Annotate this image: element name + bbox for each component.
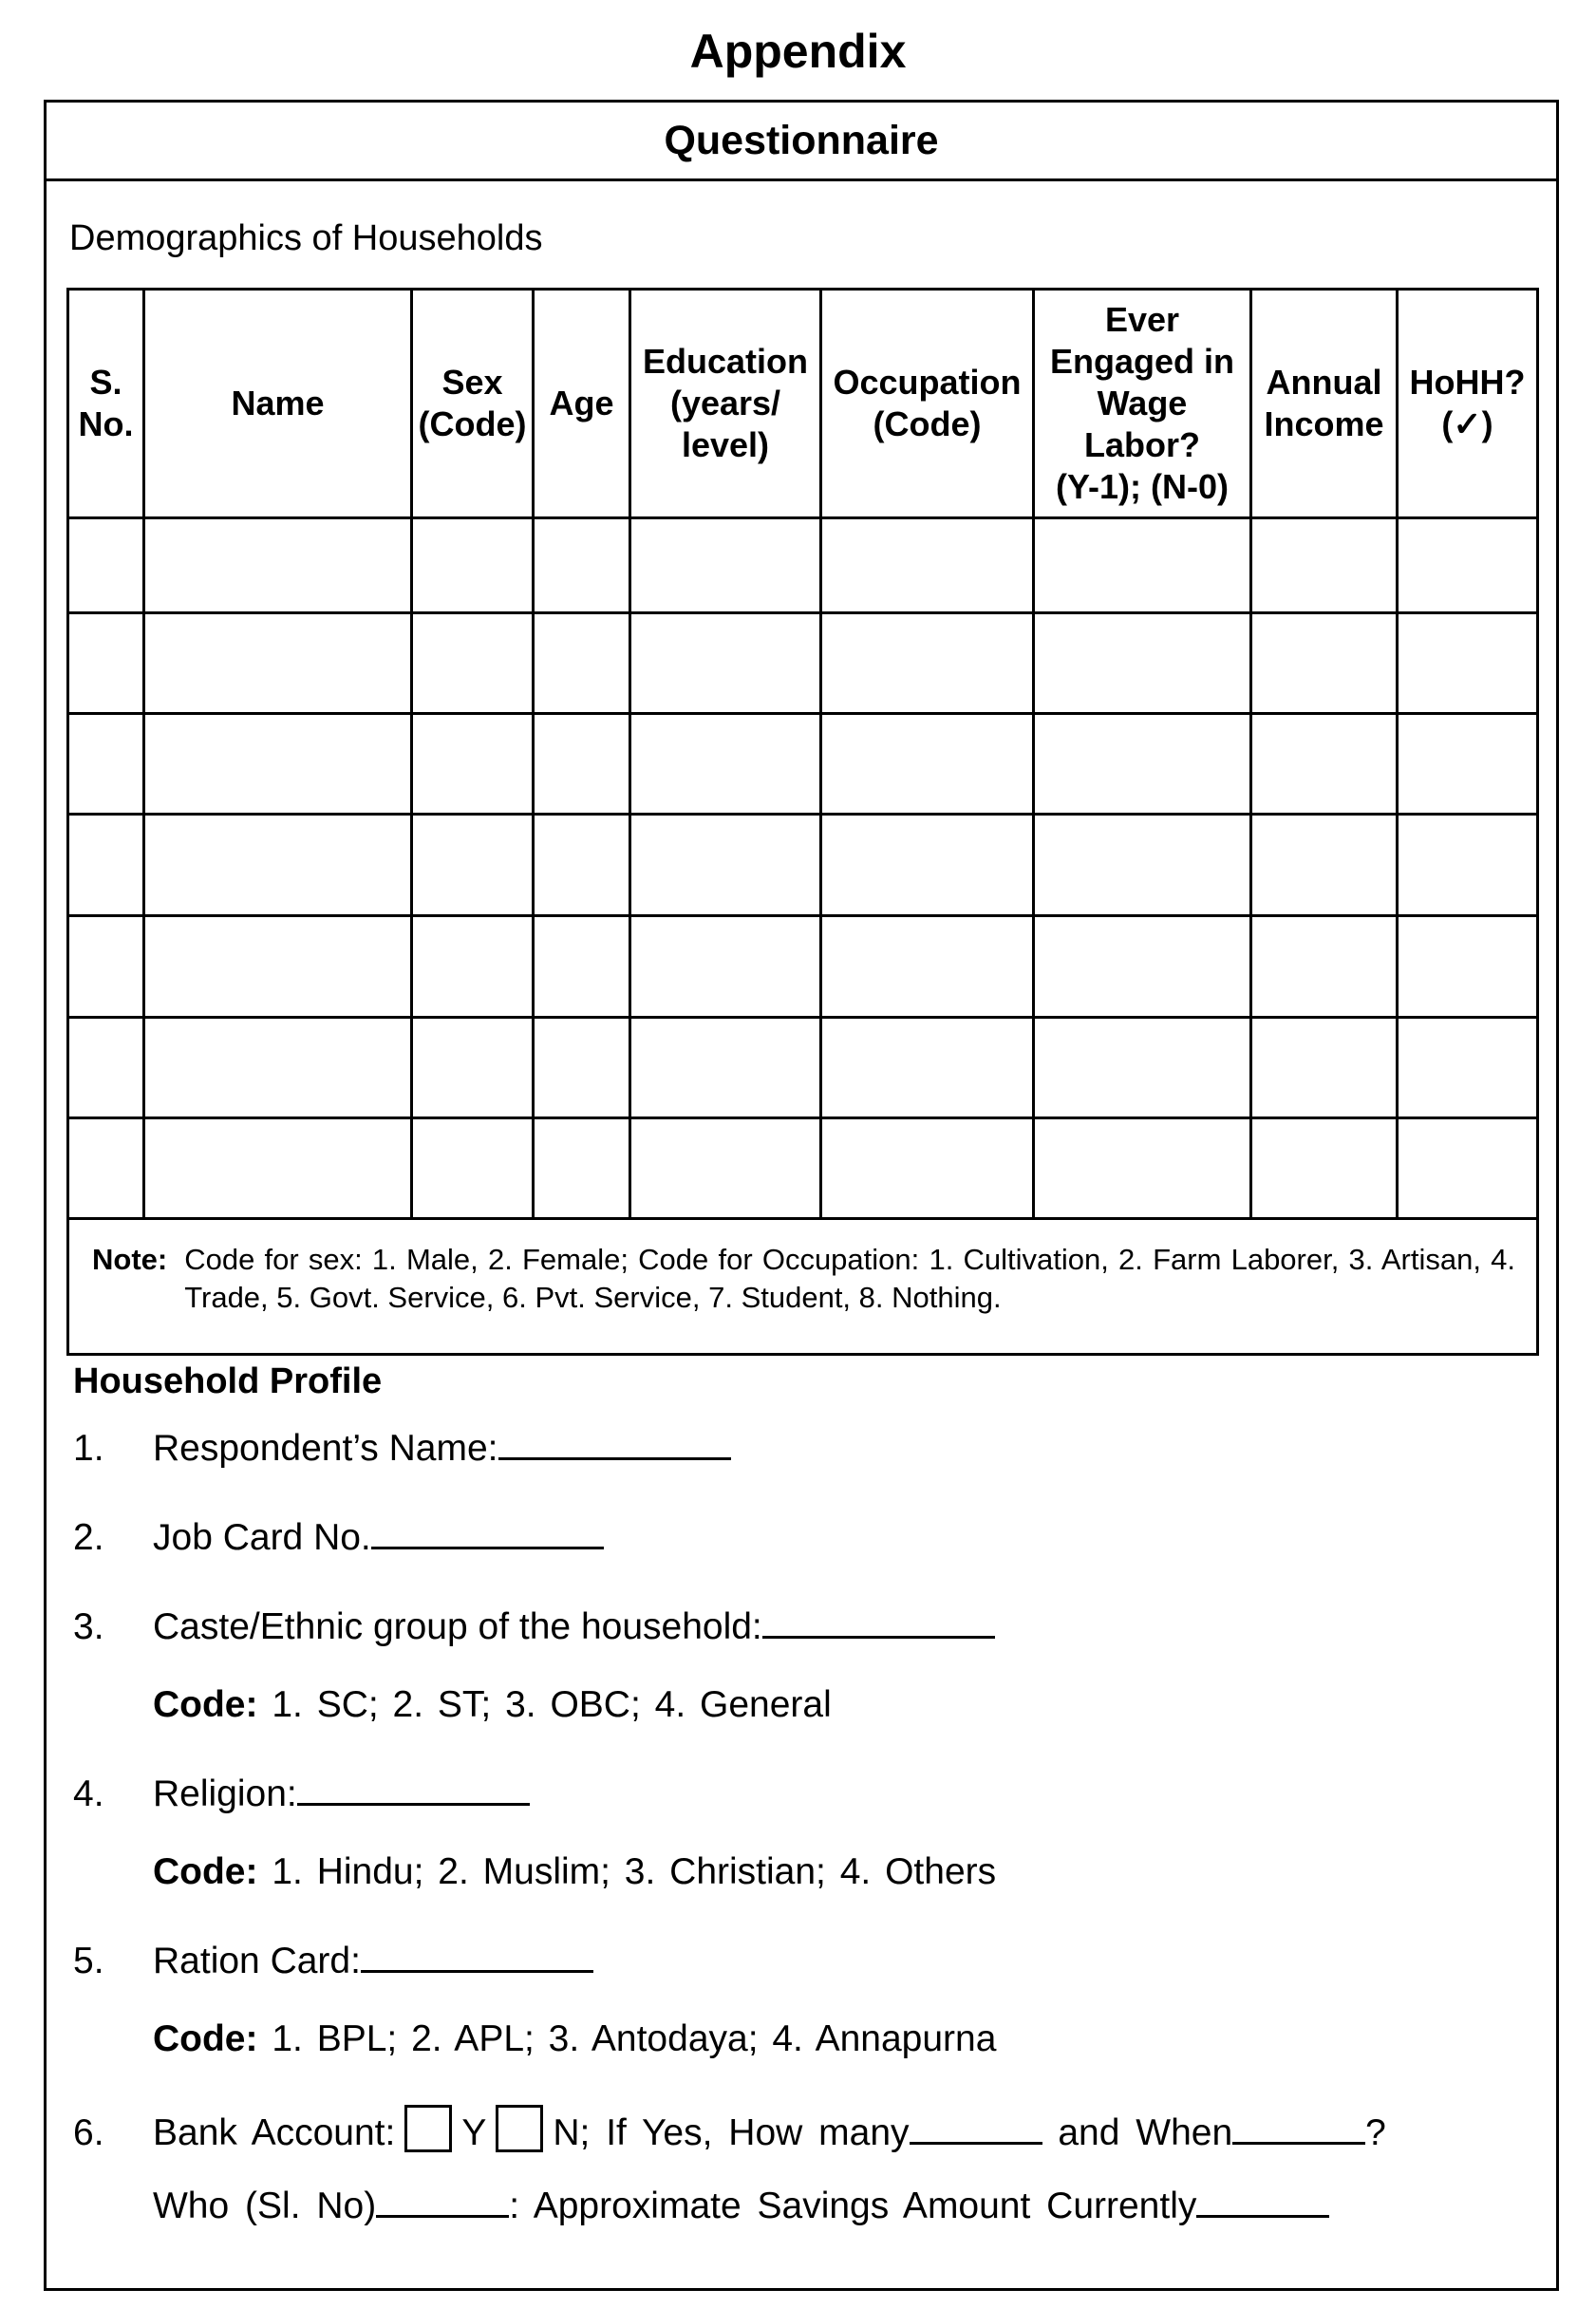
cell-age[interactable]: [534, 613, 630, 714]
cell-wage-labor[interactable]: [1034, 1118, 1251, 1219]
cell-wage-labor[interactable]: [1034, 613, 1251, 714]
column-header-line: Education: [642, 342, 808, 381]
questionnaire-box: [44, 100, 1559, 2291]
table-row: [68, 815, 1538, 916]
cell-occupation[interactable]: [821, 714, 1034, 815]
cell-occupation[interactable]: [821, 815, 1034, 916]
cell-wage-labor[interactable]: [1034, 714, 1251, 815]
cell-sno[interactable]: [68, 815, 144, 916]
cell-sno[interactable]: [68, 613, 144, 714]
question-mark: ?: [1365, 2112, 1386, 2153]
cell-occupation[interactable]: [821, 916, 1034, 1018]
column-header-line: (years/: [669, 384, 781, 422]
how-many-field[interactable]: [910, 2110, 1042, 2145]
code-text: 1. SC; 2. ST; 3. OBC; 4. General: [272, 1684, 832, 1725]
column-header-age: [534, 290, 630, 518]
cell-occupation[interactable]: [821, 518, 1034, 613]
column-header-line: Engaged in: [1049, 342, 1234, 381]
column-header-education: [630, 290, 821, 518]
cell-education[interactable]: [630, 916, 821, 1018]
item-number: 5.: [73, 1941, 104, 1981]
cell-occupation[interactable]: [821, 1118, 1034, 1219]
column-header-line: Age: [549, 384, 614, 422]
cell-hohh[interactable]: [1398, 714, 1538, 815]
cell-hohh[interactable]: [1398, 1018, 1538, 1118]
caste-field[interactable]: [762, 1604, 995, 1639]
cell-education[interactable]: [630, 714, 821, 815]
profile-item-respondent-name: [73, 1425, 731, 1473]
code-text: 1. Hindu; 2. Muslim; 3. Christian; 4. Others: [272, 1851, 997, 1892]
table-row: [68, 613, 1538, 714]
column-header-line: No.: [78, 404, 134, 443]
cell-age[interactable]: [534, 916, 630, 1018]
cell-age[interactable]: [534, 714, 630, 815]
item-number: 6.: [73, 2112, 104, 2153]
questionnaire-title: Questionnaire: [47, 103, 1556, 181]
cell-name[interactable]: [144, 518, 412, 613]
cell-name[interactable]: [144, 1018, 412, 1118]
table-row: [68, 1018, 1538, 1118]
cell-annual-income[interactable]: [1251, 613, 1398, 714]
cell-sex[interactable]: [412, 916, 534, 1018]
table-row: [68, 518, 1538, 613]
column-header-line: (Y-1); (N-0): [1056, 467, 1229, 506]
cell-education[interactable]: [630, 613, 821, 714]
cell-hohh[interactable]: [1398, 518, 1538, 613]
code-label: Code:: [153, 2018, 258, 2059]
cell-age[interactable]: [534, 518, 630, 613]
cell-sex[interactable]: [412, 1118, 534, 1219]
note-text: Code for sex: 1. Male, 2. Female; Code for Occupation: 1. Cultivation, 2. Farm Laborer, 3. Artisan, 4. Trade, 5. Govt. Service, 6. Pvt. Service, 7. Student, 8. Nothing.: [184, 1243, 1515, 1314]
cell-wage-labor[interactable]: [1034, 518, 1251, 613]
item-label: Respondent’s Name:: [153, 1428, 498, 1469]
cell-sno[interactable]: [68, 1018, 144, 1118]
cell-age[interactable]: [534, 1118, 630, 1219]
no-label: N; If Yes, How many: [553, 2112, 910, 2153]
yes-label: Y: [461, 2112, 487, 2153]
cell-hohh[interactable]: [1398, 815, 1538, 916]
column-header-line: Sex: [441, 363, 503, 402]
column-header-line: Annual: [1266, 363, 1382, 402]
item-number: 3.: [73, 1606, 104, 1647]
profile-item-bank-account: [73, 2105, 1386, 2157]
note-label: Note:: [92, 1243, 168, 1276]
column-header-line: level): [681, 425, 770, 464]
code-label: Code:: [153, 1684, 258, 1725]
bank-account-details: [153, 2183, 1329, 2230]
who-label: Who (Sl. No): [153, 2186, 377, 2226]
page-title: Appendix: [689, 25, 907, 78]
cell-wage-labor[interactable]: [1034, 1018, 1251, 1118]
code-label: Code:: [153, 1851, 258, 1892]
column-header-name: [144, 290, 412, 518]
table-note-row: [68, 1219, 1538, 1355]
profile-item-ration-card: [73, 1938, 593, 1985]
table-row: [68, 916, 1538, 1018]
cell-age[interactable]: [534, 1018, 630, 1118]
profile-item-caste: [73, 1604, 995, 1651]
cell-hohh[interactable]: [1398, 1118, 1538, 1219]
cell-name[interactable]: [144, 916, 412, 1018]
cell-sno[interactable]: [68, 518, 144, 613]
column-header-occupation: [821, 290, 1034, 518]
table-note: [68, 1219, 1538, 1355]
cell-name[interactable]: [144, 714, 412, 815]
item-number: 1.: [73, 1428, 104, 1469]
job-card-field[interactable]: [371, 1514, 604, 1549]
column-header-line: HoHH?: [1409, 363, 1526, 402]
item-label: Job Card No.: [153, 1517, 371, 1558]
and-when-label: and When: [1058, 2112, 1233, 2153]
column-header-line: (Code): [873, 404, 982, 443]
caste-codes: [153, 1681, 832, 1729]
bank-account-no-checkbox[interactable]: [496, 2105, 543, 2152]
cell-sex[interactable]: [412, 613, 534, 714]
cell-annual-income[interactable]: [1251, 714, 1398, 815]
code-text: 1. BPL; 2. APL; 3. Antodaya; 4. Annapurna: [272, 2018, 997, 2059]
item-label: Religion:: [153, 1773, 297, 1814]
column-header-line: Income: [1264, 404, 1384, 443]
cell-wage-labor[interactable]: [1034, 815, 1251, 916]
item-label: Ration Card:: [153, 1941, 361, 1981]
savings-label: : Approximate Savings Amount Currently: [509, 2186, 1197, 2226]
cell-sex[interactable]: [412, 1018, 534, 1118]
cell-hohh[interactable]: [1398, 916, 1538, 1018]
cell-annual-income[interactable]: [1251, 1018, 1398, 1118]
column-header-sno: [68, 290, 144, 518]
cell-education[interactable]: [630, 1018, 821, 1118]
ration-card-field[interactable]: [361, 1938, 593, 1973]
table-row: [68, 714, 1538, 815]
demographics-table: [66, 288, 1539, 1356]
cell-sno[interactable]: [68, 714, 144, 815]
item-number: 4.: [73, 1773, 104, 1814]
cell-name[interactable]: [144, 815, 412, 916]
table-header-row: [68, 290, 1538, 518]
cell-annual-income[interactable]: [1251, 1118, 1398, 1219]
cell-occupation[interactable]: [821, 1018, 1034, 1118]
savings-field[interactable]: [1196, 2183, 1329, 2218]
cell-education[interactable]: [630, 815, 821, 916]
item-label: Bank Account:: [153, 2112, 396, 2153]
column-header-line: S.: [89, 363, 122, 402]
demographics-label: Demographics of Households: [69, 218, 543, 258]
who-field[interactable]: [376, 2183, 509, 2218]
column-header-wage-labor: [1034, 290, 1251, 518]
cell-sno[interactable]: [68, 1118, 144, 1219]
ration-card-codes: [153, 2016, 996, 2063]
cell-annual-income[interactable]: [1251, 518, 1398, 613]
column-header-line: (✓): [1441, 404, 1493, 443]
cell-education[interactable]: [630, 518, 821, 613]
column-header-line: (Code): [418, 404, 527, 443]
column-header-hohh: [1398, 290, 1538, 518]
column-header-line: Name: [231, 384, 325, 422]
profile-item-job-card: [73, 1514, 604, 1562]
cell-education[interactable]: [630, 1118, 821, 1219]
cell-wage-labor[interactable]: [1034, 916, 1251, 1018]
cell-sno[interactable]: [68, 916, 144, 1018]
cell-hohh[interactable]: [1398, 613, 1538, 714]
column-header-line: Labor?: [1084, 425, 1200, 464]
item-number: 2.: [73, 1517, 104, 1558]
cell-annual-income[interactable]: [1251, 916, 1398, 1018]
column-header-line: Wage: [1097, 384, 1188, 422]
cell-occupation[interactable]: [821, 613, 1034, 714]
religion-field[interactable]: [297, 1771, 530, 1806]
cell-annual-income[interactable]: [1251, 815, 1398, 916]
cell-sex[interactable]: [412, 714, 534, 815]
item-label: Caste/Ethnic group of the household:: [153, 1606, 762, 1647]
column-header-sex: [412, 290, 534, 518]
profile-item-religion: [73, 1771, 530, 1818]
cell-name[interactable]: [144, 1118, 412, 1219]
column-header-line: Occupation: [833, 363, 1022, 402]
cell-sex[interactable]: [412, 518, 534, 613]
cell-name[interactable]: [144, 613, 412, 714]
cell-age[interactable]: [534, 815, 630, 916]
column-header-annual-income: [1251, 290, 1398, 518]
religion-codes: [153, 1848, 996, 1896]
bank-account-yes-checkbox[interactable]: [404, 2105, 452, 2152]
table-row: [68, 1118, 1538, 1219]
respondent-name-field[interactable]: [498, 1425, 731, 1460]
household-profile-title: Household Profile: [73, 1361, 383, 1401]
column-header-line: Ever: [1104, 300, 1180, 339]
when-field[interactable]: [1232, 2110, 1365, 2145]
cell-sex[interactable]: [412, 815, 534, 916]
